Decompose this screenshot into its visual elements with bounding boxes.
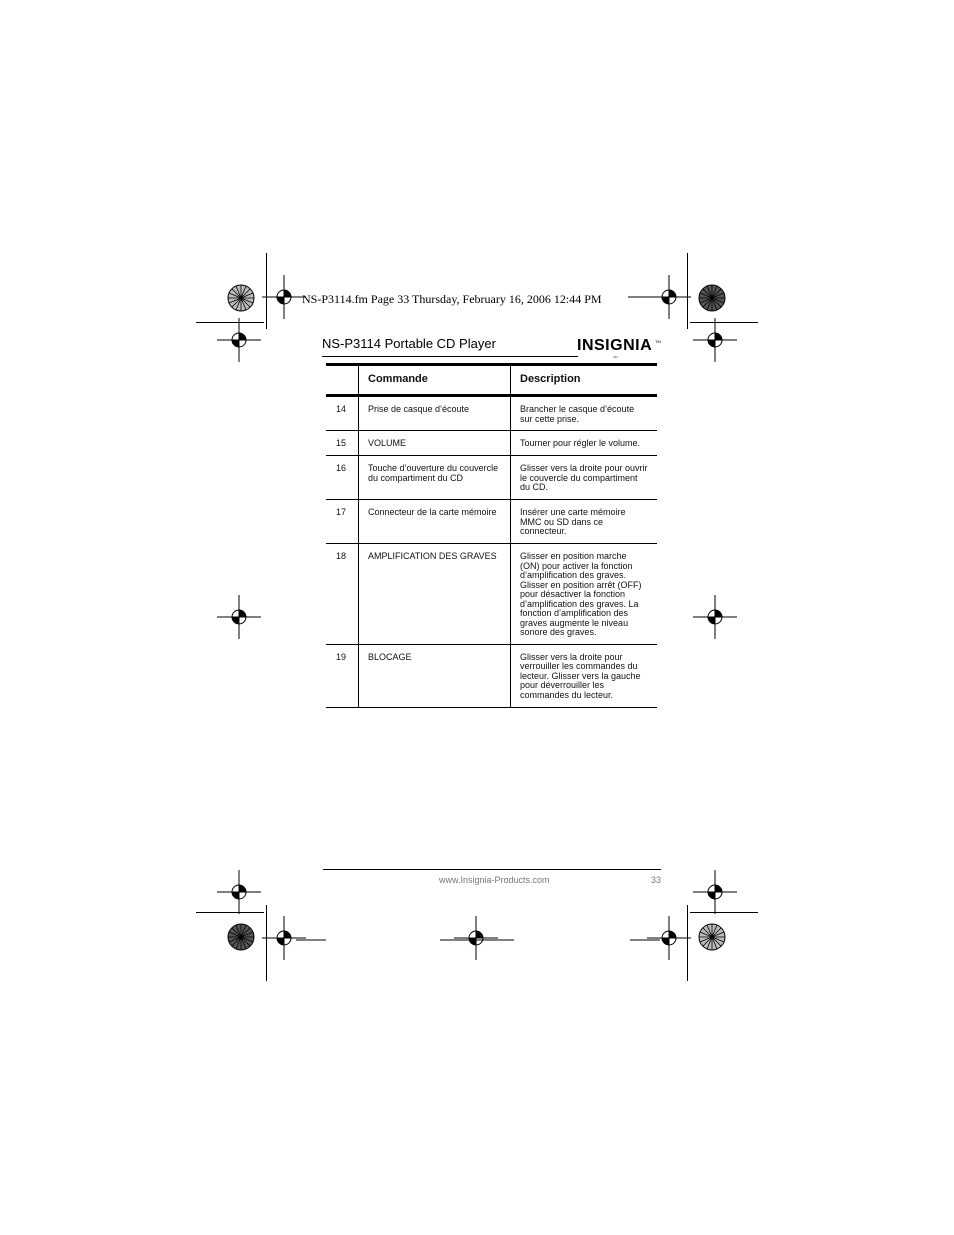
crosshair-target-icon — [296, 918, 326, 962]
brand-logo-trademark: TM — [655, 339, 661, 344]
page-title: NS-P3114 Portable CD Player — [322, 336, 496, 351]
row-description: Tourner pour régler le volume. — [511, 431, 658, 456]
controls-table — [326, 363, 657, 708]
row-command: AMPLIFICATION DES GRAVES — [359, 544, 511, 645]
brand-logo: INSIGNIA — [577, 337, 653, 354]
crosshair-target-icon — [628, 275, 658, 319]
table-row — [326, 456, 657, 500]
print-slug-line: NS-P3114.fm Page 33 Thursday, February 16, 2006 12:44 PM — [302, 292, 602, 306]
row-number: 19 — [326, 644, 359, 707]
table-header-row — [326, 365, 657, 396]
row-number: 14 — [326, 396, 359, 431]
crosshair-target-icon — [217, 595, 261, 639]
brand-logo-sub: MR — [613, 355, 618, 359]
crosshair-target-icon — [693, 318, 737, 362]
row-description: Glisser vers la droite pour verrouiller les commandes du lecteur. Glisser vers la gauche pour déverrouiller les commandes du lecteur. — [511, 644, 658, 707]
crosshair-target-icon — [262, 275, 306, 319]
crosshair-target-icon — [693, 870, 737, 914]
row-number: 15 — [326, 431, 359, 456]
row-command: VOLUME — [359, 431, 511, 456]
row-command: Touche d’ouverture du couvercle du compartiment du CD — [359, 456, 511, 500]
title-underline — [322, 356, 578, 357]
row-number: 16 — [326, 456, 359, 500]
crosshair-target-icon — [217, 318, 261, 362]
footer-rule — [323, 869, 661, 870]
row-command: Prise de casque d’écoute — [359, 396, 511, 431]
row-command: Connecteur de la carte mémoire — [359, 500, 511, 544]
column-header-number — [326, 365, 359, 396]
crosshair-target-icon — [440, 918, 514, 962]
starburst-icon — [227, 284, 255, 312]
starburst-icon — [227, 923, 255, 951]
row-description: Glisser vers la droite pour ouvrir le couvercle du compartiment du CD. — [511, 456, 658, 500]
table-row — [326, 396, 657, 431]
starburst-icon — [698, 284, 726, 312]
crosshair-target-icon — [217, 870, 261, 914]
table-row — [326, 644, 657, 707]
row-command: BLOCAGE — [359, 644, 511, 707]
page-number: 33 — [651, 875, 662, 885]
table-row — [326, 544, 657, 645]
row-description: Brancher le casque d’écoute sur cette prise. — [511, 396, 658, 431]
column-header-description: Description — [511, 365, 658, 396]
row-number: 17 — [326, 500, 359, 544]
row-description: Glisser en position marche (ON) pour activer la fonction d’amplification des graves. Glisser en position arrêt (OFF) pour désactiver la fonction d’amplification des graves. La fonction d’amplification des graves augmente le niveau sonore des graves. — [511, 544, 658, 645]
row-number: 18 — [326, 544, 359, 645]
footer-url: www.Insignia-Products.com — [439, 875, 550, 885]
table-row — [326, 431, 657, 456]
column-header-command: Commande — [359, 365, 511, 396]
crosshair-target-icon — [630, 918, 660, 962]
starburst-icon — [698, 923, 726, 951]
crosshair-target-icon — [693, 595, 737, 639]
table-row — [326, 500, 657, 544]
row-description: Insérer une carte mémoire MMC ou SD dans ce connecteur. — [511, 500, 658, 544]
